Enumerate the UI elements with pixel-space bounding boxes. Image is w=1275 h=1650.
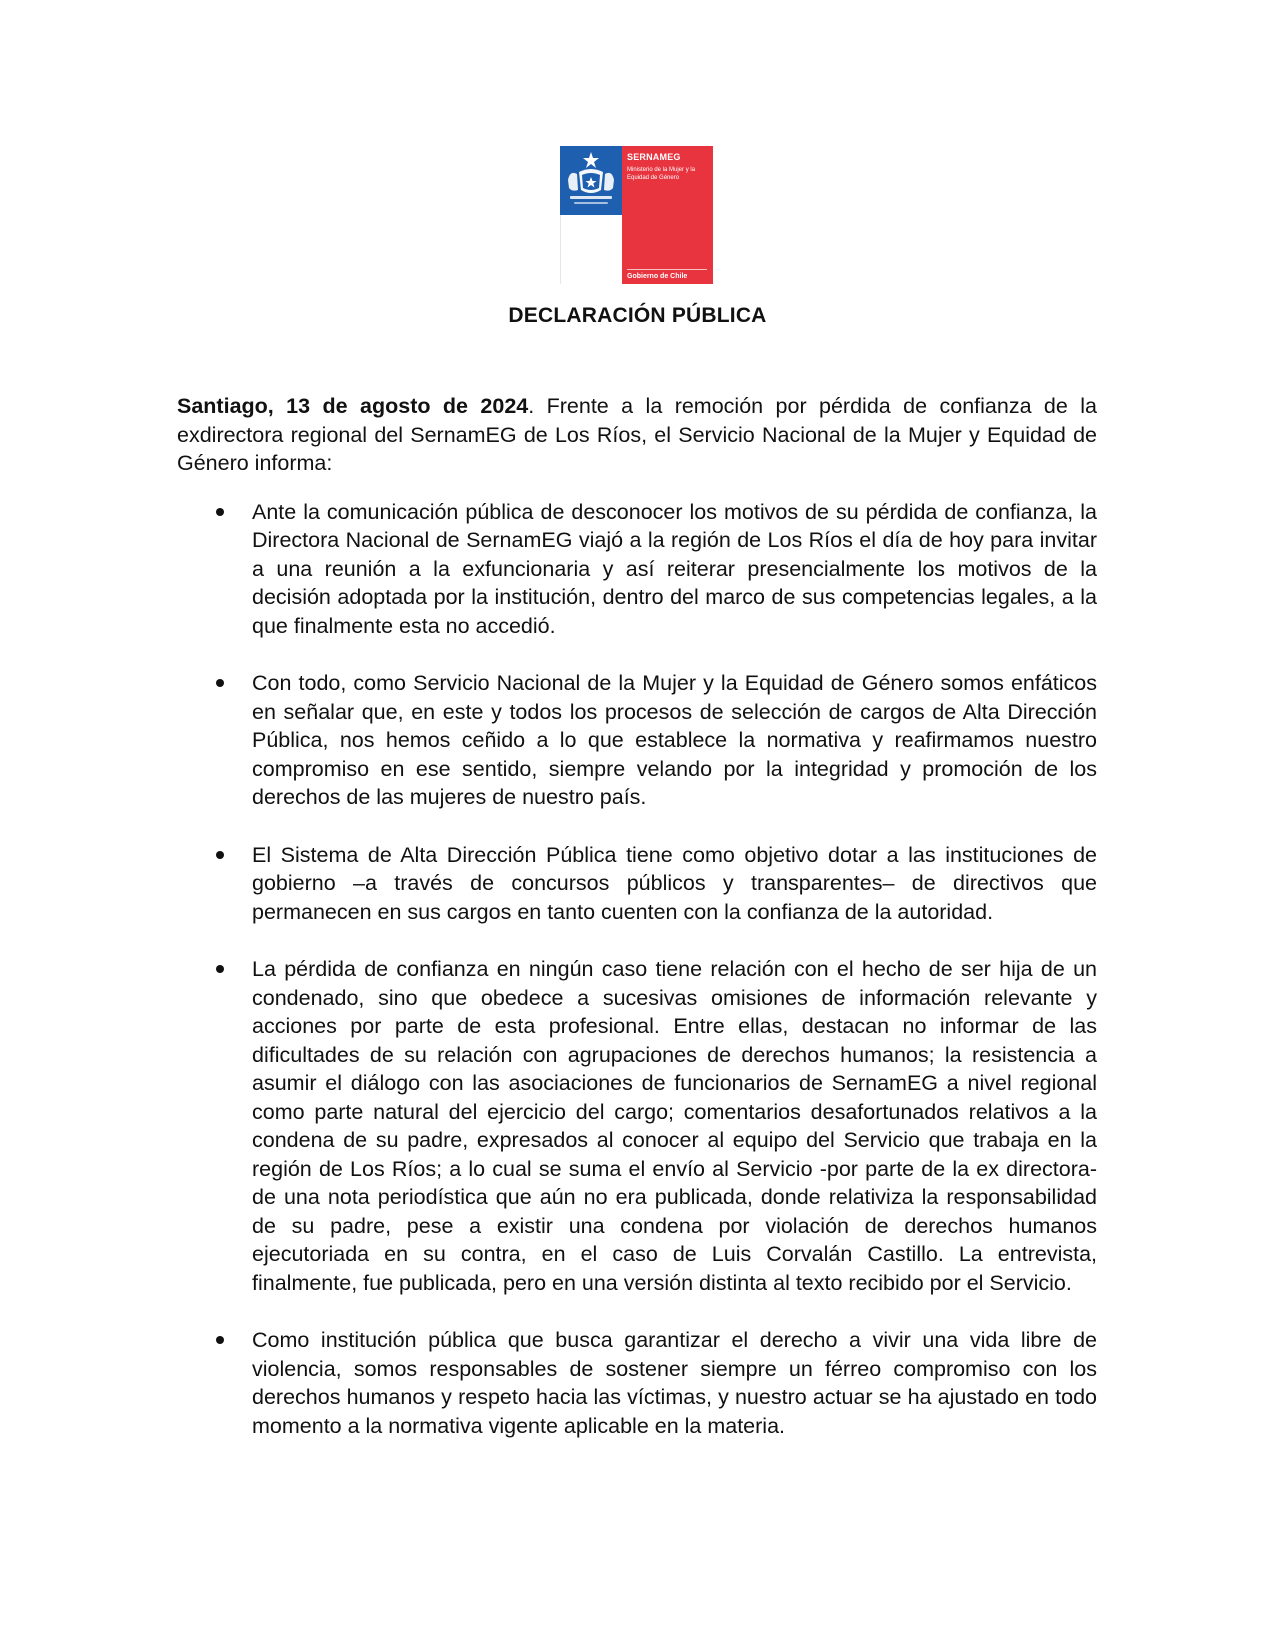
list-item [177,669,1097,812]
logo-white-block [560,215,622,284]
sernameg-logo [560,146,713,284]
list-item-text: La pérdida de confianza en ningún caso tiene relación con el hecho de ser hija de un condenado, sino que obedece a sucesivas omisiones de información relevante y acciones por parte de esta profesional. Entre ellas, destacan no informar de las dificultades de su relación con agrupaciones de derechos humanos; la resistencia a asumir el diálogo con las asociaciones de funcionarios de SernamEG a nivel regional como parte natural del ejercicio del cargo; comentarios desafortunados relativos a la condena de su padre, expresados al conocer al equipo del Servicio que trabaja en la región de Los Ríos; a lo cual se suma el envío al Servicio -por parte de la ex directora- de una nota periodística que aún no era publicada, donde relativiza la responsabilidad de su padre, pese a existir una condena por violación de derechos humanos ejecutoriada en su contra, en el caso de Luis Corvalán Castillo. La entrevista, finalmente, fue publicada, pero en una versión distinta al texto recibido por el Servicio. [252,957,1097,1295]
bullet-icon [216,965,224,973]
logo-name: SERNAMEG [627,152,681,162]
bullet-icon [216,508,224,516]
list-item [177,1326,1097,1440]
logo-blue-block [560,146,622,215]
list-item-text: Con todo, como Servicio Nacional de la Mujer y la Equidad de Género somos enfáticos en señalar que, en este y todos los procesos de selección de cargos de Alta Dirección Pública, nos hemos ceñido a lo que establece la normativa y reafirmamos nuestro compromiso en ese sentido, siempre velando por la integridad y promoción de los derechos de las mujeres de nuestro país. [252,671,1097,809]
list-item-text: El Sistema de Alta Dirección Pública tiene como objetivo dotar a las instituciones de gobierno –a través de concursos públicos y transparentes– de directivos que permanecen en sus cargos en tanto cuenten con la confianza de la autoridad. [252,842,1097,924]
list-item-text: Como institución pública que busca garantizar el derecho a vivir una vida libre de violencia, somos responsables de sostener siempre un férreo compromiso con los derechos humanos y respeto hacia las víctimas, y nuestro actuar se ha ajustado en todo momento a la normativa vigente aplicable en la materia. [252,1328,1097,1438]
bullet-icon [216,851,224,859]
list-item [177,498,1097,641]
logo-red-block [622,146,713,284]
document-title: DECLARACIÓN PÚBLICA [508,304,767,327]
intro-lead: Santiago, 13 de agosto de 2024 [177,394,529,418]
document-body [177,392,1097,1469]
bullet-icon [216,1336,224,1344]
list-item-text: Ante la comunicación pública de desconocer los motivos de su pérdida de confianza, la Directora Nacional de SernamEG viajó a la región de Los Ríos el día de hoy para invitar a una reunión a la exfuncionaria y así reiterar presencialmente los motivos de la decisión adoptada por la institución, dentro del marco de sus competencias legales, a la que finalmente esta no accedió. [252,499,1097,638]
list-item [177,841,1097,927]
chilean-coat-of-arms-icon [560,146,622,215]
intro-text: . Frente a la remoción por pérdida de confianza de la exdirectora regional del SernamEG de Los Ríos, el Servicio Nacional de la Mujer y Equidad de Género informa: [177,394,1097,475]
logo-government: Gobierno de Chile [627,273,688,280]
logo-divider [627,269,707,270]
bullet-icon [216,679,224,687]
logo-flag-left [560,146,622,284]
bullet-list [177,498,1097,1441]
intro-paragraph [177,392,1097,478]
logo-subtitle: Ministerio de la Mujer y la Equidad de Género [627,167,696,181]
list-item [177,955,1097,1297]
